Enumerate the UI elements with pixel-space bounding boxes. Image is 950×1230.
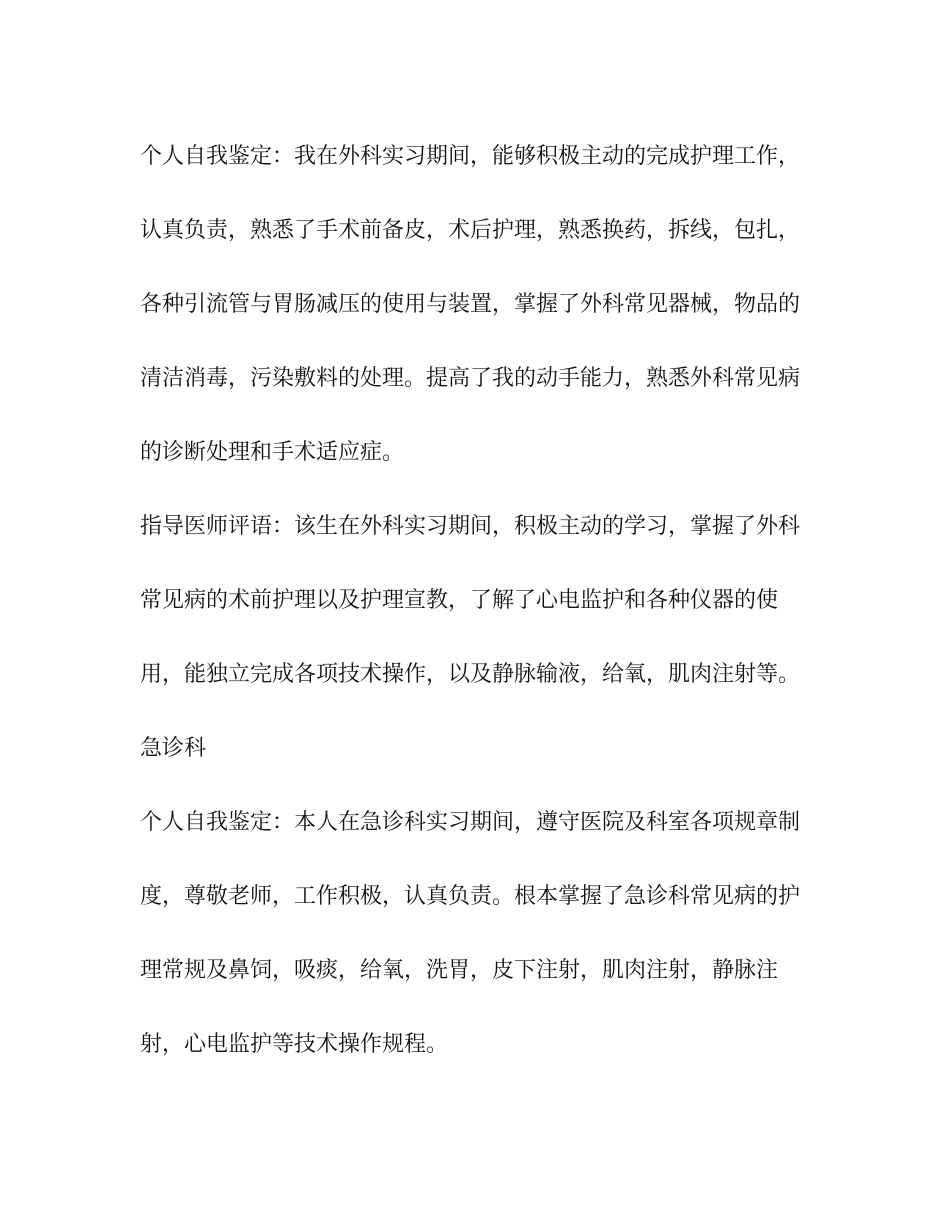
section-heading: 急诊科 — [140, 736, 207, 761]
document-body — [140, 137, 800, 1099]
text-line: 的诊断处理和手术适应症。 — [140, 440, 405, 465]
text-line: 常见病的术前护理以及护理宣教，了解了心电监护和各种仪器的使 — [140, 588, 779, 613]
text-line: 清洁消毒，污染敷料的处理。提高了我的动手能力，熟悉外科常见病 — [140, 366, 801, 391]
text-line: 个人自我鉴定：本人在急诊科实习期间，遵守医院及科室各项规章制 — [140, 810, 801, 835]
text-line: 各种引流管与胃肠减压的使用与装置，掌握了外科常见器械，物品的 — [140, 292, 801, 317]
text-line: 用，能独立完成各项技术操作，以及静脉输液，给氧，肌肉注射等。 — [140, 662, 801, 687]
text-line: 认真负责，熟悉了手术前备皮，术后护理，熟悉换药，拆线，包扎， — [140, 218, 801, 243]
text-line: 度，尊敬老师，工作积极，认真负责。根本掌握了急诊科常见病的护 — [140, 884, 801, 909]
text-line: 理常规及鼻饲，吸痰，给氧，洗胃，皮下注射，肌肉注射，静脉注 — [140, 958, 779, 983]
text-line: 个人自我鉴定：我在外科实习期间，能够积极主动的完成护理工作， — [140, 144, 801, 169]
text-line: 指导医师评语：该生在外科实习期间，积极主动的学习，掌握了外科 — [140, 514, 801, 539]
text-line: 射，心电监护等技术操作规程。 — [140, 1032, 449, 1057]
